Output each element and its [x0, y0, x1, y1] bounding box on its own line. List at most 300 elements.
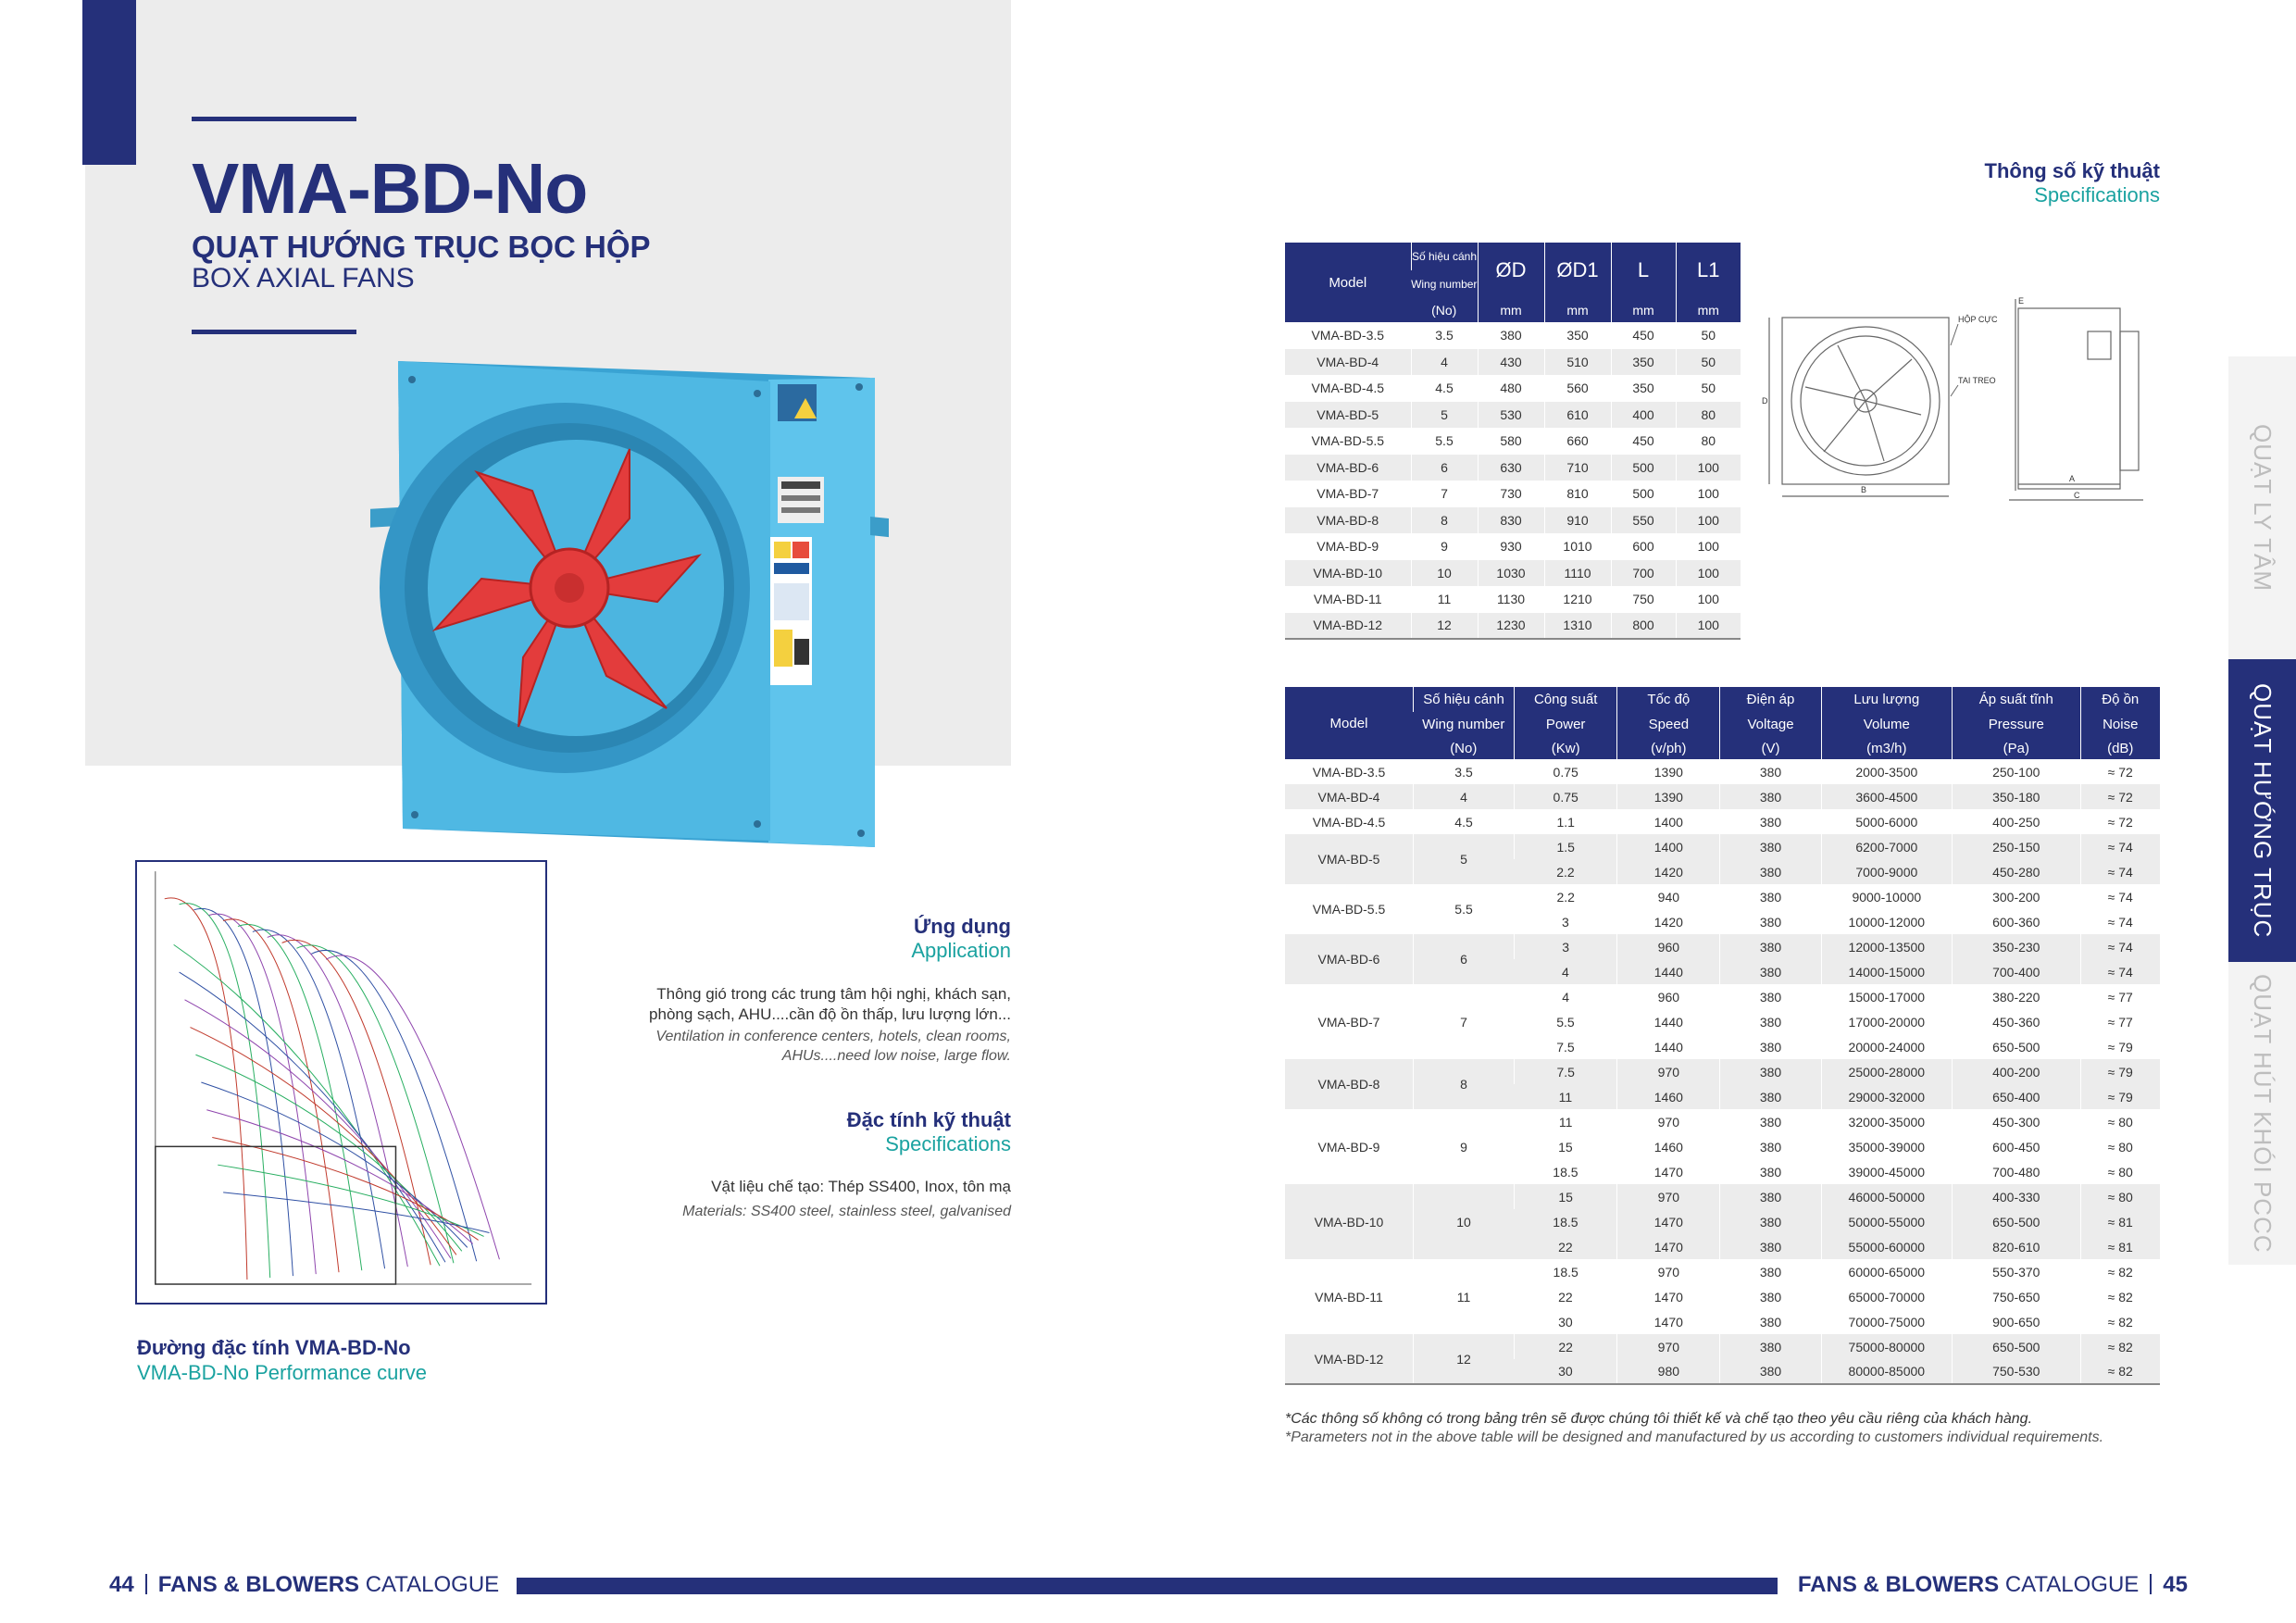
fan-hub-center: [555, 573, 584, 603]
table-cell: 650-500: [1953, 1034, 2080, 1059]
features-title-en: Specifications: [885, 1132, 1011, 1155]
table-cell: 250-150: [1953, 834, 2080, 859]
table-cell: 1470: [1617, 1234, 1720, 1259]
footer-bar: [517, 1578, 1778, 1594]
title-rule-top: [192, 117, 356, 121]
note-vi: *Các thông số không có trong bảng trên sẽ được chúng tôi thiết kế và chế tạo theo yêu cầu riêng của khách hàng.: [1285, 1411, 2033, 1427]
table-cell: 750: [1611, 586, 1676, 613]
table-cell: 3: [1515, 934, 1617, 959]
table-cell: 550-370: [1953, 1259, 2080, 1284]
chart-background: [137, 862, 545, 1303]
table-cell: 4.5: [1411, 375, 1478, 402]
table-cell: 32000-35000: [1821, 1109, 1952, 1134]
spec-header-vi: Thông số kỹ thuật: [1984, 159, 2160, 182]
table-cell: 80: [1676, 402, 1741, 429]
table-row: [1285, 1334, 2160, 1359]
table-cell: 0.75: [1515, 759, 1617, 784]
table-cell: 1400: [1617, 809, 1720, 834]
table-row: [1285, 809, 2160, 834]
title-rule-bottom: [192, 330, 356, 334]
table-row: [1285, 402, 1741, 429]
table-cell: 380: [1720, 1259, 1821, 1284]
table-row: [1285, 1259, 2160, 1284]
table-cell: 5000-6000: [1821, 809, 1952, 834]
model-cell: VMA-BD-4: [1285, 784, 1413, 809]
table-cell: ≈ 80: [2080, 1109, 2160, 1134]
table-cell: ≈ 72: [2080, 759, 2160, 784]
table-cell: VMA-BD-11: [1313, 592, 1382, 607]
table-cell: ≈ 79: [2080, 1034, 2160, 1059]
table-cell: 1030: [1478, 560, 1544, 587]
material-vi: Vật liệu chế tạo: Thép SS400, Inox, tôn mạ: [711, 1178, 1011, 1195]
side-tab-label: QUẠT HƯỚNG TRỤC: [2249, 682, 2277, 939]
table-row: [1285, 613, 1741, 640]
nameplate-line: [781, 507, 820, 513]
table-cell: 400-330: [1953, 1184, 2080, 1209]
table-cell: VMA-BD-4.5: [1311, 381, 1385, 396]
table-cell: ≈ 80: [2080, 1184, 2160, 1209]
col-pressure-unit: (Pa): [1953, 737, 2080, 759]
col-pressure-vi: Áp suất tĩnh: [1953, 687, 2080, 712]
table-cell: 22: [1515, 1334, 1617, 1359]
dimensions-table: [1285, 243, 1741, 640]
wing-cell: 7: [1413, 984, 1514, 1059]
table-cell: 700-400: [1953, 959, 2080, 984]
table-cell: 380: [1720, 1209, 1821, 1234]
table-row: [1285, 455, 1741, 481]
col-noise-en: Noise: [2080, 712, 2160, 737]
wing-cell: 11: [1413, 1259, 1514, 1334]
footer-right: [1798, 1572, 2188, 1598]
side-tab-label: QUẠT HÚT KHÓI PCCC: [2249, 973, 2277, 1254]
model-cell: VMA-BD-8: [1285, 1059, 1413, 1109]
model-cell: VMA-BD-11: [1315, 1289, 1383, 1305]
table-cell: 380: [1720, 1359, 1821, 1384]
table-cell: 39000-45000: [1821, 1159, 1952, 1184]
side-tab-axial[interactable]: [2228, 659, 2296, 962]
col-wing-en: Wing number: [1411, 270, 1478, 298]
col-speed-unit: (v/ph): [1617, 737, 1720, 759]
table-cell: ≈ 80: [2080, 1134, 2160, 1159]
footer-catalogue: CATALOGUE: [365, 1572, 500, 1597]
col-voltage-vi: Điện áp: [1720, 687, 1821, 712]
table-cell: ≈ 82: [2080, 1334, 2160, 1359]
table-cell: 18.5: [1515, 1259, 1617, 1284]
table-cell: 7.5: [1515, 1059, 1617, 1084]
label-d: D: [1762, 396, 1768, 406]
table-cell: 100: [1676, 507, 1741, 534]
sticker-caution: [774, 630, 792, 667]
table-cell: 100: [1676, 586, 1741, 613]
drawing-leaders: [1951, 324, 1958, 396]
table-cell: ≈ 72: [2080, 809, 2160, 834]
table-cell: 400-200: [1953, 1059, 2080, 1084]
table-cell: 1470: [1617, 1209, 1720, 1234]
table-cell: 11: [1411, 586, 1478, 613]
table-cell: 9000-10000: [1821, 884, 1952, 909]
table-cell: VMA-BD-5: [1285, 402, 1411, 429]
table-cell: 630: [1478, 455, 1544, 481]
table-cell: 8: [1411, 507, 1478, 534]
table-cell: 3.5: [1411, 322, 1478, 349]
label-a: A: [2069, 474, 2076, 483]
table-cell: 380: [1720, 959, 1821, 984]
table-cell: 46000-50000: [1821, 1184, 1952, 1209]
col-power-en: Power: [1515, 712, 1617, 737]
table-cell: VMA-BD-5.5: [1311, 433, 1385, 449]
table-cell: 2.2: [1515, 859, 1617, 884]
table-row: [1285, 586, 1741, 613]
sticker-warning: [774, 542, 791, 558]
table-cell: VMA-BD-7: [1316, 486, 1379, 502]
table-row: [1285, 984, 2160, 1009]
table-cell: 830: [1478, 507, 1544, 534]
table-cell: 450: [1611, 428, 1676, 455]
table-cell: 750-650: [1953, 1284, 2080, 1309]
wing-cell: 3.5: [1413, 759, 1514, 784]
table-cell: 450: [1611, 322, 1676, 349]
table-cell: 810: [1544, 481, 1611, 507]
col-d1: ØD1: [1544, 243, 1611, 298]
table-row: [1285, 759, 2160, 784]
application-desc-en-line: AHUs....need low noise, large flow.: [781, 1048, 1011, 1064]
table-cell: 1470: [1617, 1159, 1720, 1184]
table-cell: 1.1: [1515, 809, 1617, 834]
page-number-right: 45: [2163, 1572, 2188, 1597]
table-cell: 7.5: [1556, 1039, 1575, 1055]
table-cell: 380: [1720, 859, 1821, 884]
table-cell: 350-230: [1953, 934, 2080, 959]
side-view: [2009, 299, 2143, 500]
table-cell: 9: [1411, 533, 1478, 560]
table-cell: ≈ 82: [2080, 1359, 2160, 1384]
col-speed-en: Speed: [1617, 712, 1720, 737]
table-cell: VMA-BD-3.5: [1311, 328, 1385, 343]
table-cell: 4: [1411, 349, 1478, 376]
table-cell: 6: [1411, 455, 1478, 481]
col-unit: mm: [1544, 298, 1611, 322]
note-en: *Parameters not in the above table will be designed and manufactured by us according to customers individual requirements.: [1285, 1429, 2104, 1445]
model-cell: VMA-BD-12: [1285, 1334, 1413, 1384]
table-cell: ≈ 74: [2080, 834, 2160, 859]
table-cell: 50: [1676, 375, 1741, 402]
wing-cell: 4: [1413, 784, 1514, 809]
table-cell: 100: [1676, 533, 1741, 560]
table-cell: 100: [1676, 455, 1741, 481]
table-cell: 970: [1617, 1259, 1720, 1284]
table-cell: 750-530: [1953, 1359, 2080, 1384]
table-cell: 100: [1676, 613, 1741, 640]
table-cell: 60000-65000: [1821, 1259, 1952, 1284]
table-cell: 1470: [1617, 1284, 1720, 1309]
table-cell: 3: [1562, 914, 1569, 930]
page-title: VMA-BD-No: [192, 149, 588, 229]
subtitle-vi: QUẠT HƯỚNG TRỤC BỌC HỘP: [192, 230, 651, 264]
table-cell: 380-220: [1953, 984, 2080, 1009]
table-cell: 350: [1611, 375, 1676, 402]
table-cell: 820-610: [1953, 1234, 2080, 1259]
wing-cell: 6: [1413, 934, 1514, 984]
table-cell: 50000-55000: [1821, 1209, 1952, 1234]
table-row: [1285, 322, 1741, 349]
table-cell: VMA-BD-8: [1285, 507, 1411, 534]
col-model: Model: [1285, 687, 1413, 759]
table-cell: 12: [1411, 613, 1478, 640]
table-cell: 100: [1676, 560, 1741, 587]
table-cell: 5.5: [1411, 428, 1478, 455]
table-cell: 650-500: [1953, 1334, 2080, 1359]
table-cell: 2000-3500: [1821, 759, 1952, 784]
table-row: [1285, 481, 1741, 507]
table-cell: 400-250: [1953, 809, 2080, 834]
table-cell: 700-480: [1953, 1159, 2080, 1184]
table-cell: 610: [1544, 402, 1611, 429]
table-cell: 710: [1544, 455, 1611, 481]
table-cell: 1230: [1478, 613, 1544, 640]
table-cell: 1440: [1617, 1009, 1720, 1034]
table-cell: 550: [1611, 507, 1676, 534]
footer-brand: FANS & BLOWERS: [1797, 1572, 2000, 1597]
table-cell: 1420: [1617, 909, 1720, 934]
table-cell: 5: [1411, 402, 1478, 429]
table-cell: VMA-BD-9: [1316, 539, 1379, 555]
nameplate-line: [781, 481, 820, 489]
features-title-vi: Đặc tính kỹ thuật: [846, 1108, 1011, 1131]
col-wing-unit: (No): [1413, 737, 1514, 759]
table-cell: 380: [1720, 834, 1821, 859]
table-cell: 700: [1611, 560, 1676, 587]
table-cell: 350-180: [1953, 784, 2080, 809]
table-cell: 500: [1611, 481, 1676, 507]
table-cell: 970: [1617, 1059, 1720, 1084]
footer-catalogue: CATALOGUE: [2004, 1572, 2140, 1597]
performance-table: [1285, 687, 2160, 1385]
table-cell: 380: [1720, 1084, 1821, 1109]
table-cell: 15: [1558, 1139, 1573, 1155]
table-cell: 380: [1720, 1159, 1821, 1184]
table-row: [1285, 1059, 2160, 1084]
footer-divider: [2150, 1574, 2152, 1594]
table-cell: 380: [1720, 1009, 1821, 1034]
wing-cell: 12: [1413, 1334, 1514, 1384]
table-row: [1285, 375, 1741, 402]
table-cell: 50: [1676, 322, 1741, 349]
table-cell: 12000-13500: [1821, 934, 1952, 959]
wing-cell: 9: [1413, 1109, 1514, 1184]
table-cell: 250-100: [1953, 759, 2080, 784]
wing-cell: 10: [1413, 1184, 1514, 1259]
table-cell: 730: [1478, 481, 1544, 507]
table-cell: ≈ 74: [2080, 934, 2160, 959]
wing-cell: 4.5: [1413, 809, 1514, 834]
table-cell: 380: [1720, 1234, 1821, 1259]
table-row: [1285, 1184, 2160, 1209]
table-cell: 1210: [1544, 586, 1611, 613]
table-row: [1285, 533, 1741, 560]
table-cell: VMA-BD-6: [1285, 455, 1411, 481]
table-cell: 15: [1515, 1184, 1617, 1209]
table-cell: ≈ 82: [2080, 1259, 2160, 1284]
table-cell: 55000-60000: [1821, 1234, 1952, 1259]
table-cell: 970: [1617, 1334, 1720, 1359]
table-cell: ≈ 82: [2080, 1309, 2160, 1334]
table-cell: 910: [1544, 507, 1611, 534]
model-cell: VMA-BD-7: [1317, 1014, 1380, 1030]
application-title-vi: Ứng dụng: [914, 915, 1011, 938]
model-cell: VMA-BD-10: [1285, 1184, 1413, 1259]
table-cell: 65000-70000: [1821, 1284, 1952, 1309]
performance-curve-chart: [135, 860, 547, 1305]
table-cell: 1390: [1617, 759, 1720, 784]
col-wing-en: Wing number: [1413, 712, 1514, 737]
table-cell: 940: [1617, 884, 1720, 909]
label-b: B: [1861, 485, 1867, 494]
table-cell: 300-200: [1953, 884, 2080, 909]
table-cell: 2.2: [1515, 884, 1617, 909]
table-cell: 380: [1720, 1284, 1821, 1309]
side-tab-label: QUẠT LY TÂM: [2249, 423, 2277, 592]
table-cell: 600: [1611, 533, 1676, 560]
label-hop-cuc: HỘP CỰC: [1958, 315, 1998, 324]
table-cell: 380: [1720, 1109, 1821, 1134]
table-cell: 100: [1676, 481, 1741, 507]
table-cell: 0.75: [1515, 784, 1617, 809]
col-power-vi: Công suất: [1515, 687, 1617, 712]
col-power-unit: (Kw): [1515, 737, 1617, 759]
col-noise-vi: Độ ồn: [2080, 687, 2160, 712]
side-tab-smoke-exhaust[interactable]: [2228, 962, 2296, 1265]
col-d: ØD: [1478, 243, 1544, 298]
sticker-logo: [774, 583, 809, 620]
table-cell: ≈ 74: [2080, 959, 2160, 984]
table-cell: 1110: [1544, 560, 1611, 587]
qr-code: [794, 639, 809, 665]
table-cell: 1470: [1617, 1309, 1720, 1334]
table-cell: 970: [1617, 1109, 1720, 1134]
col-volume-vi: Lưu lượng: [1821, 687, 1952, 712]
table-row: [1285, 1109, 2160, 1134]
table-cell: 18.5: [1553, 1164, 1578, 1180]
table-cell: 11: [1515, 1109, 1617, 1134]
table-cell: 3600-4500: [1821, 784, 1952, 809]
table-cell: 14000-15000: [1821, 959, 1952, 984]
application-desc-vi: [493, 984, 1011, 1025]
model-cell: VMA-BD-5: [1285, 834, 1413, 884]
table-cell: ≈ 81: [2080, 1234, 2160, 1259]
table-cell: 29000-32000: [1821, 1084, 1952, 1109]
col-wing-vi: Số hiệu cánh: [1413, 687, 1514, 712]
col-l: L: [1611, 243, 1676, 298]
table-cell: 510: [1544, 349, 1611, 376]
table-cell: 580: [1478, 428, 1544, 455]
table-cell: 970: [1617, 1184, 1720, 1209]
table-cell: ≈ 74: [2080, 909, 2160, 934]
table-cell: 1130: [1478, 586, 1544, 613]
model-cell: VMA-BD-4.5: [1312, 814, 1386, 830]
col-wing-vi: Số hiệu cánh: [1411, 243, 1478, 270]
performance-curve-title-vi: Đường đặc tính VMA-BD-No: [137, 1336, 411, 1359]
table-cell: 960: [1617, 934, 1720, 959]
application-title-en: Application: [911, 939, 1011, 962]
performance-curve-title-en: VMA-BD-No Performance curve: [137, 1361, 427, 1384]
model-cell: VMA-BD-6: [1285, 934, 1413, 984]
table-cell: 380: [1720, 884, 1821, 909]
table-cell: 530: [1478, 402, 1544, 429]
table-cell: 1440: [1617, 959, 1720, 984]
page-corner-tab: [82, 0, 136, 165]
page-number-left: 44: [109, 1572, 134, 1597]
table-row: [1285, 560, 1741, 587]
side-tab-centrifugal[interactable]: [2228, 356, 2296, 659]
col-volume-unit: (m3/h): [1821, 737, 1952, 759]
table-cell: 1010: [1544, 533, 1611, 560]
table-cell: ≈ 80: [2080, 1159, 2160, 1184]
nameplate-line: [781, 495, 820, 501]
table-cell: 350: [1544, 322, 1611, 349]
table-cell: 380: [1720, 759, 1821, 784]
table-cell: ≈ 81: [2080, 1209, 2160, 1234]
subtitle-en: BOX AXIAL FANS: [192, 263, 415, 293]
table-cell: 17000-20000: [1821, 1009, 1952, 1034]
col-unit: mm: [1478, 298, 1544, 322]
col-unit: mm: [1676, 298, 1741, 322]
table-cell: 25000-28000: [1821, 1059, 1952, 1084]
footer-divider: [145, 1574, 147, 1594]
col-volume-en: Volume: [1821, 712, 1952, 737]
table-cell: 350: [1611, 349, 1676, 376]
table-cell: 1420: [1617, 859, 1720, 884]
table-cell: 450-300: [1953, 1109, 2080, 1134]
table-row: [1285, 349, 1741, 376]
col-wing-unit: (No): [1411, 298, 1478, 322]
table-cell: 5.5: [1556, 1014, 1575, 1030]
table-cell: 800: [1611, 613, 1676, 640]
table-row: [1285, 507, 1741, 534]
table-cell: 380: [1478, 322, 1544, 349]
wing-cell: 5.5: [1413, 884, 1514, 934]
box-axial-fan-image: [370, 361, 889, 861]
table-cell: 20000-24000: [1821, 1034, 1952, 1059]
table-cell: 1310: [1544, 613, 1611, 640]
table-cell: VMA-BD-12: [1285, 613, 1411, 640]
table-cell: 1400: [1617, 834, 1720, 859]
table-row: [1285, 934, 2160, 959]
table-row: [1285, 428, 1741, 455]
table-cell: 30: [1558, 1314, 1573, 1330]
footer-left: [109, 1572, 499, 1598]
table-cell: 380: [1720, 984, 1821, 1009]
table-cell: 650-500: [1953, 1209, 2080, 1234]
table-cell: ≈ 79: [2080, 1059, 2160, 1084]
table-cell: 22: [1515, 1234, 1617, 1259]
table-cell: ≈ 72: [2080, 784, 2160, 809]
table-cell: 380: [1720, 1334, 1821, 1359]
table-cell: 400: [1611, 402, 1676, 429]
table-cell: 75000-80000: [1821, 1334, 1952, 1359]
table-row: [1285, 834, 2160, 859]
col-voltage-en: Voltage: [1720, 712, 1821, 737]
table-cell: 1.5: [1515, 834, 1617, 859]
table-cell: 960: [1617, 984, 1720, 1009]
front-view: [1769, 318, 1949, 496]
wing-cell: 8: [1413, 1059, 1514, 1109]
table-cell: 1390: [1617, 784, 1720, 809]
table-cell: 450-280: [1953, 859, 2080, 884]
table-cell: 380: [1720, 909, 1821, 934]
table-cell: 1440: [1617, 1034, 1720, 1059]
table-cell: 4: [1515, 984, 1617, 1009]
table-cell: 380: [1720, 784, 1821, 809]
